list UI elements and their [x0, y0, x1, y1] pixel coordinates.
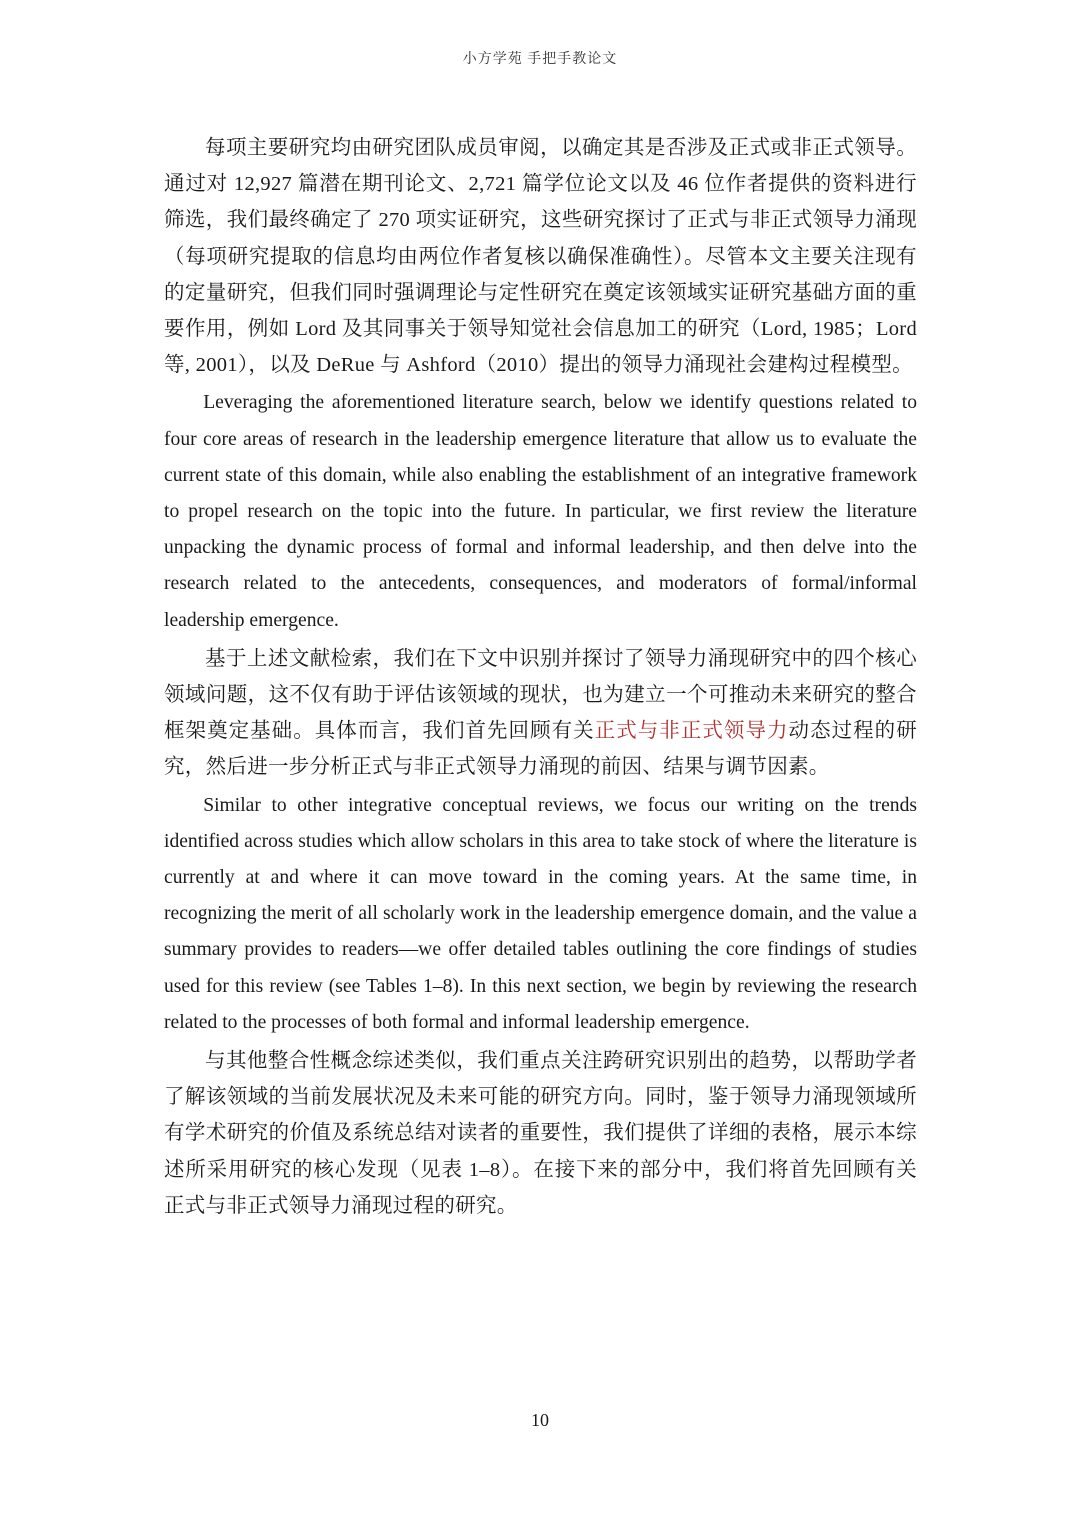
paragraph-3-text-after: 动态过程的研究，然后进一步分析正式与非正式领导力涌现的前因、结果与调节因素。: [164, 720, 918, 779]
page-header: 小方学苑 手把手教论文: [462, 52, 618, 67]
paragraph-5-zh: 与其他整合性概念综述类似，我们重点关注跨研究识别出的趋势，以帮助学者了解该领域的当前发展状况及未来可能的研究方向。同时，鉴于领导力涌现领域所有学术研究的价值及系统总结对读者的重要性，我们提供了详细的表格，展示本综述所采用研究的核心发现（见表 1–8）。在接下来的部分中，我们将首先回顾有关正式与非正式领导力涌现过程的研究。: [164, 1050, 917, 1217]
paragraph-4-en: Similar to other integrative conceptual reviews, we focus our writing on the trends identified across studies which allow scholars in this area to take stock of where the literature is currently at and where it can move toward in the coming years. At the same time, in recognizing the merit of all scholarly work in the leadership emergence domain, and the value a summary provides to readers—we offer detailed tables outlining the core findings of studies used for this review (see Tables 1–8). In this next section, we begin by reviewing the research related to the processes of both formal and informal leadership emergence.: [164, 794, 917, 1033]
document-body: [164, 130, 917, 1226]
page-number: 10: [531, 1410, 549, 1430]
paragraph-3-text-before: 基于上述文献检索，我们在下文中识别并探讨了领导力涌现研究中的四个核心领域问题，这不仅有助于评估该领域的现状，也为建立一个可推动未来研究的整合框架奠定基础。具体而言，我们首先回顾有关: [164, 647, 917, 743]
paragraph-1-zh: 每项主要研究均由研究团队成员审阅，以确定其是否涉及正式或非正式领导。通过对 12,927 篇潜在期刊论文、2,721 篇学位论文以及 46 位作者提供的资料进行筛选，我们最终确定了 270 项实证研究，这些研究探讨了正式与非正式领导力涌现（每项研究提取的信息均由两位作者复核以确保准确性）。尽管本文主要关注现有的定量研究，但我们同时强调理论与定性研究在奠定该领域实证研究基础方面的重要作用，例如 Lord 及其同事关于领导知觉社会信息加工的研究（Lord, 1985；Lord 等, 2001），以及 DeRue 与 Ashford（2010）提出的领导力涌现社会建构过程模型。: [164, 137, 917, 377]
paragraph-3-zh: [164, 641, 917, 786]
paragraph-2-en: Leveraging the aforementioned literature search, below we identify questions related to four core areas of research in the leadership emergence literature that allow us to evaluate the current state of this domain, while also enabling the establishment of an integrative framework to propel research on the topic into the future. In particular, we first review the literature unpacking the dynamic process of formal and informal leadership, and then delve into the research related to the antecedents, consequences, and moderators of formal/informal leadership emergence.: [164, 392, 917, 631]
highlighted-term: 正式与非正式领导力: [594, 720, 789, 743]
